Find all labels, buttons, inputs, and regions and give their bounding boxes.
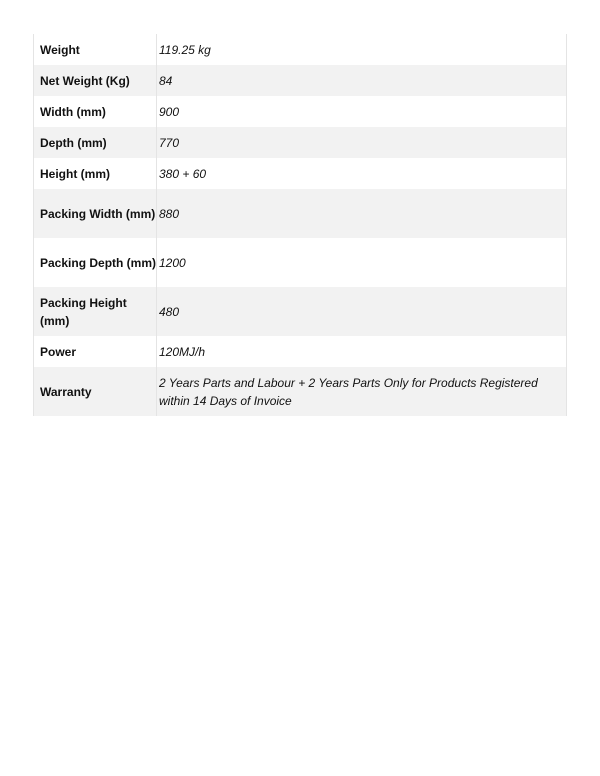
- spec-value: 120MJ/h: [159, 344, 206, 359]
- spec-row-depth: [34, 127, 567, 158]
- spec-value: 380 + 60: [159, 166, 207, 181]
- spec-value: 480: [159, 304, 180, 319]
- spec-value: 1200: [159, 255, 186, 270]
- spec-label: Depth (mm): [34, 127, 157, 158]
- spec-row-warranty: [34, 367, 567, 416]
- spec-value: 770: [159, 135, 180, 150]
- spec-value: 880: [159, 206, 180, 221]
- spec-row-width: [34, 96, 567, 127]
- spec-value: 119.25 kg: [159, 42, 211, 57]
- spec-label: Height (mm): [34, 158, 157, 189]
- specifications-table: [33, 34, 567, 416]
- spec-row-weight: [34, 34, 567, 65]
- spec-label: Width (mm): [34, 96, 157, 127]
- spec-row-power: [34, 336, 567, 367]
- spec-label: Net Weight (Kg): [34, 65, 157, 96]
- spec-row-packing-width: [34, 189, 567, 238]
- spec-label: Warranty: [34, 367, 157, 416]
- spec-row-packing-height: [34, 287, 567, 336]
- spec-value: 900: [159, 104, 180, 119]
- spec-label: Weight: [34, 34, 157, 65]
- spec-label: Packing Depth (mm): [34, 238, 157, 287]
- spec-label: Packing Height (mm): [34, 287, 157, 336]
- spec-value: 84: [159, 73, 173, 88]
- spec-row-net-weight: [34, 65, 567, 96]
- spec-row-height: [34, 158, 567, 189]
- spec-label: Packing Width (mm): [34, 189, 157, 238]
- spec-row-packing-depth: [34, 238, 567, 287]
- spec-value: 2 Years Parts and Labour + 2 Years Parts Only for Products Registered within 14 Days of Invoice: [159, 375, 538, 408]
- spec-label: Power: [34, 336, 157, 367]
